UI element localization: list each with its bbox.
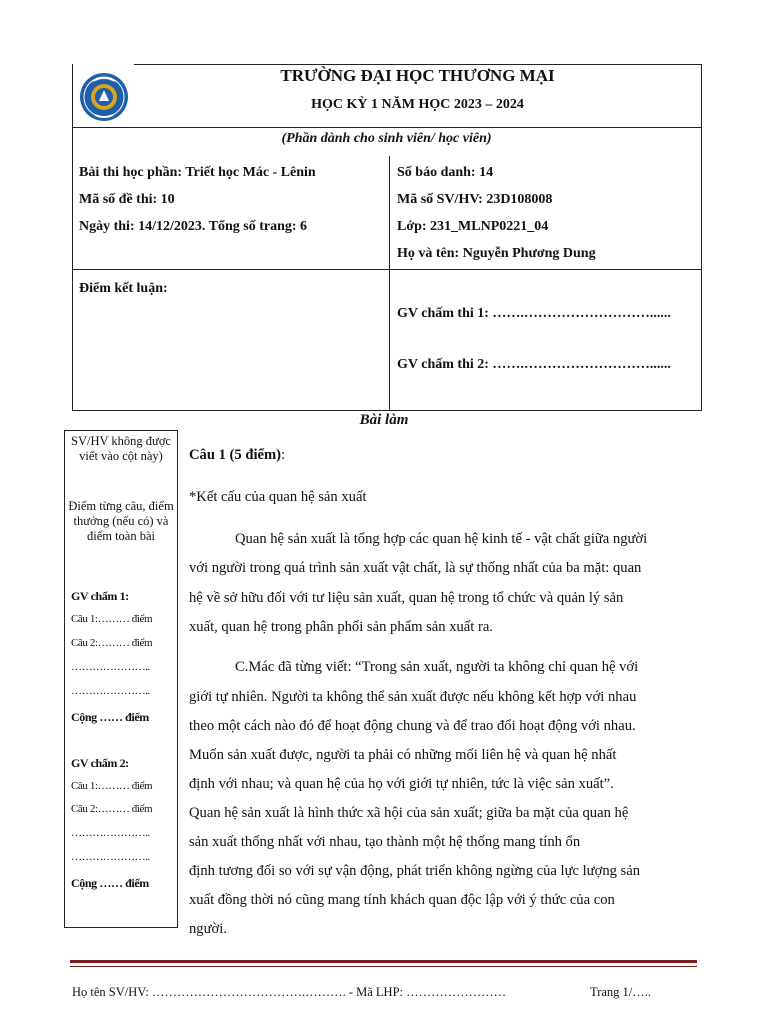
question-heading — [189, 447, 285, 464]
class-code: Lớp: 231_MLNP0221_04 — [397, 219, 549, 234]
footer-rule-thick — [70, 960, 697, 963]
student-id: Mã số SV/HV: 23D108008 — [397, 192, 553, 207]
footer-page-number: Trang 1/….. — [590, 985, 652, 999]
table-top-border — [134, 64, 701, 65]
examiner-2-q1: Câu 1:……… điểm — [71, 780, 153, 792]
student-section-note: (Phần dành cho sinh viên/ học viên) — [281, 131, 492, 146]
candidate-number: Số báo danh: 14 — [397, 165, 494, 180]
examiner-1-field: GV chấm thi 1: …….………………………...... — [397, 306, 671, 321]
table-left-border — [72, 64, 73, 411]
paragraph-2-line-5: định với nhau; và quan hệ của họ với giới tự nhiên, tức là việc sản xuất”. — [189, 776, 614, 792]
footer-rule-thin — [70, 966, 697, 967]
examiner-1-q1: Câu 1:……… điểm — [71, 613, 153, 625]
margin-note-no-write: SV/HV không được viết vào cột này) — [71, 434, 171, 463]
exam-code: Mã số đề thi: 10 — [79, 192, 175, 207]
paragraph-2-line-2: giới tự nhiên. Người ta không thể sản xuất được nếu không kết hợp với nhau — [189, 689, 637, 705]
table-column-divider — [389, 156, 390, 410]
paragraph-2-line-10: người. — [189, 921, 227, 937]
margin-note-scores: Điểm từng câu, điểm thưởng (nếu có) và điểm toàn bài — [68, 499, 174, 543]
examiner-1-label: GV chấm 1: — [71, 589, 129, 603]
exam-subject: Bài thi học phần: Triết học Mác - Lênin — [79, 165, 316, 180]
paragraph-2-line-7: sản xuất thống nhất với nhau, tạo thành một hệ thống mang tính ổn — [189, 834, 581, 850]
table-row-divider-2 — [72, 269, 701, 270]
table-bottom-border — [72, 410, 701, 411]
examiner-2-label: GV chấm 2: — [71, 756, 129, 770]
examiner-1-dots-1: ………………….. — [71, 661, 150, 673]
table-right-border — [701, 64, 702, 411]
examiner-2-dots-1: ………………….. — [71, 827, 150, 839]
examiner-2-q2: Câu 2:……… điểm — [71, 803, 153, 815]
examiner-2-total: Cộng …… điểm — [71, 876, 149, 890]
paragraph-1-line-3: hệ về sở hữu đối với tư liệu sản xuất, quan hệ trong tổ chức và quản lý sản — [189, 590, 624, 606]
examiner-1-q2: Câu 2:……… điểm — [71, 637, 153, 649]
examiner-2-dots-2: ………………….. — [71, 851, 150, 863]
paragraph-2-line-4: Muốn sản xuất được, người ta phải có những mối liên hệ và quan hệ nhất — [189, 747, 617, 763]
table-row-divider-1 — [72, 127, 701, 128]
footer-student-info: Họ tên SV/HV: ……………………………….………. - Mã LHP: …………………… — [72, 985, 507, 999]
margin-grading-box — [64, 430, 178, 928]
exam-date: Ngày thi: 14/12/2023. Tổng số trang: 6 — [79, 219, 308, 234]
student-full-name: Họ và tên: Nguyễn Phương Dung — [397, 246, 596, 261]
section-heading: *Kết cấu của quan hệ sản xuất — [189, 489, 367, 505]
answer-title: Bài làm — [359, 412, 409, 428]
question-colon: : — [281, 447, 286, 463]
paragraph-1-line-2: với người trong quá trình sản xuất vật chất, là sự thống nhất của ba mặt: quan — [189, 560, 642, 576]
paragraph-2-line-9: xuất đồng thời nó cũng mang tính khách quan độc lập với ý thức của con — [189, 892, 615, 908]
semester-title: HỌC KỲ 1 NĂM HỌC 2023 – 2024 — [311, 97, 524, 112]
examiner-1-total: Cộng …… điểm — [71, 710, 149, 724]
final-score-label: Điểm kết luận: — [79, 281, 168, 296]
paragraph-2-line-1: C.Mác đã từng viết: “Trong sản xuất, người ta không chỉ quan hệ với — [235, 659, 639, 675]
paragraph-2-line-8: định tương đối so với sự vận động, phát triển không ngừng của lực lượng sản — [189, 863, 641, 879]
paragraph-2-line-3: theo một cách nào đó để hoạt động chung và để trao đổi hoạt động với nhau. — [189, 718, 636, 734]
paragraph-1-line-1: Quan hệ sản xuất là tổng hợp các quan hệ kinh tế - vật chất giữa người — [235, 531, 648, 547]
question-title: Câu 1 (5 điểm) — [189, 447, 282, 463]
paragraph-2-line-6: Quan hệ sản xuất là hình thức xã hội của sản xuất; giữa ba mặt của quan hệ — [189, 805, 629, 821]
school-name: TRƯỜNG ĐẠI HỌC THƯƠNG MẠI — [280, 66, 555, 85]
examiner-1-dots-2: ………………….. — [71, 685, 150, 697]
examiner-2-field: GV chấm thi 2: …….………………………...... — [397, 357, 671, 372]
university-logo — [79, 71, 129, 123]
paragraph-1-line-4: xuất, quan hệ trong phân phối sản phẩm sản xuất ra. — [189, 619, 493, 635]
